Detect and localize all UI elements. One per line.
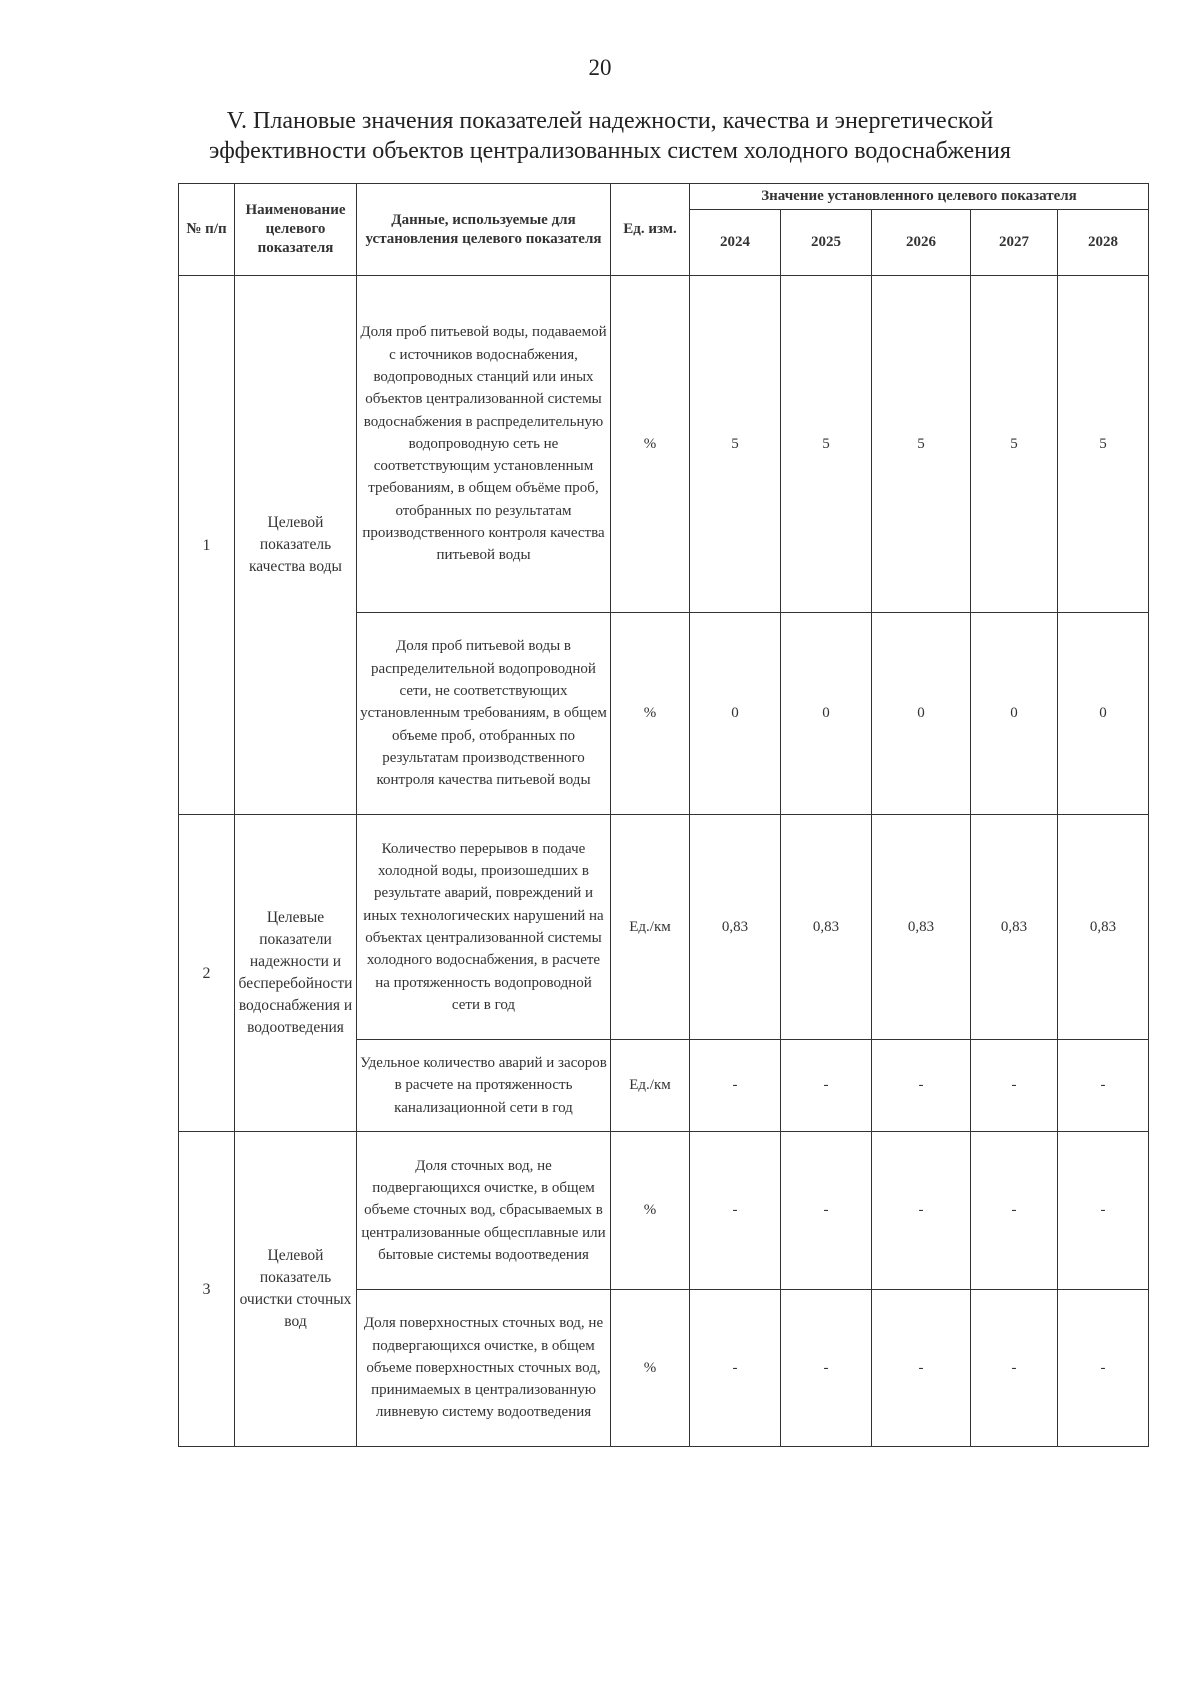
header-value-group: Значение установленного целевого показателя	[690, 184, 1149, 210]
indicator-data: Доля сточных вод, не подвергающихся очистке, в общем объеме сточных вод, сбрасываемых в централизованные общесплавные или бытовые системы водоотведения	[357, 1132, 611, 1290]
header-data: Данные, используемые для установления целевого показателя	[357, 184, 611, 276]
indicator-data: Удельное количество аварий и засоров в расчете на протяженность канализационной сети в год	[357, 1040, 611, 1132]
value-cell: -	[1058, 1132, 1149, 1290]
header-unit: Ед. изм.	[611, 184, 690, 276]
indicator-data: Доля проб питьевой воды, подаваемой с источников водоснабжения, водопроводных станций или иных объектов централизованной системы водоснабжения в распределительную водопроводную сеть не соответствующим установленным требованиям, в общем объёме проб, отобранных по результатам производственного контроля качества питьевой воды	[357, 276, 611, 613]
value-cell: 0,83	[971, 815, 1058, 1040]
unit-cell: Ед./км	[611, 815, 690, 1040]
row-number: 1	[179, 276, 235, 815]
indicator-data: Доля поверхностных сточных вод, не подвергающихся очистке, в общем объеме поверхностных сточных вод, принимаемых в централизованную ливневую систему водоотведения	[357, 1290, 611, 1447]
header-year: 2028	[1058, 210, 1149, 276]
unit-cell: %	[611, 613, 690, 815]
value-cell: -	[971, 1132, 1058, 1290]
value-cell: 0	[781, 613, 872, 815]
value-cell: -	[971, 1040, 1058, 1132]
header-num: № п/п	[179, 184, 235, 276]
value-cell: 0	[690, 613, 781, 815]
indicator-data: Количество перерывов в подаче холодной воды, произошедших в результате аварий, повреждений и иных технологических нарушений на объектах централизованной системы холодного водоснабжения, в расчете на протяженность водопроводной сети в год	[357, 815, 611, 1040]
value-cell: 5	[690, 276, 781, 613]
header-year: 2026	[872, 210, 971, 276]
row-number: 3	[179, 1132, 235, 1447]
value-cell: 5	[872, 276, 971, 613]
value-cell: 0,83	[690, 815, 781, 1040]
target-indicators-table	[178, 183, 1149, 1447]
indicator-name: Целевые показатели надежности и бесперебойности водоснабжения и водоотведения	[235, 815, 357, 1132]
header-year: 2024	[690, 210, 781, 276]
indicator-data: Доля проб питьевой воды в распределительной водопроводной сети, не соответствующих установленным требованиям, в общем объеме проб, отобранных по результатам производственного контроля качества питьевой воды	[357, 613, 611, 815]
section-title	[150, 106, 1070, 166]
value-cell: -	[872, 1132, 971, 1290]
value-cell: -	[690, 1290, 781, 1447]
value-cell: -	[872, 1040, 971, 1132]
value-cell: -	[781, 1290, 872, 1447]
table-row	[179, 276, 1149, 613]
unit-cell: %	[611, 1290, 690, 1447]
value-cell: -	[1058, 1040, 1149, 1132]
table-row	[179, 815, 1149, 1040]
value-cell: 0,83	[1058, 815, 1149, 1040]
value-cell: 0	[971, 613, 1058, 815]
value-cell: -	[872, 1290, 971, 1447]
section-title-line-1: V. Плановые значения показателей надежности, качества и энергетической	[226, 108, 994, 134]
value-cell: 0,83	[872, 815, 971, 1040]
header-year: 2025	[781, 210, 872, 276]
value-cell: -	[781, 1040, 872, 1132]
row-number: 2	[179, 815, 235, 1132]
indicator-name: Целевой показатель качества воды	[235, 276, 357, 815]
value-cell: 0,83	[781, 815, 872, 1040]
value-cell: 5	[1058, 276, 1149, 613]
value-cell: -	[971, 1290, 1058, 1447]
table-row	[179, 1132, 1149, 1290]
value-cell: 0	[1058, 613, 1149, 815]
unit-cell: %	[611, 276, 690, 613]
value-cell: -	[781, 1132, 872, 1290]
indicator-name: Целевой показатель очистки сточных вод	[235, 1132, 357, 1447]
page-number: 20	[588, 55, 612, 80]
value-cell: 0	[872, 613, 971, 815]
value-cell: 5	[971, 276, 1058, 613]
value-cell: -	[690, 1132, 781, 1290]
value-cell: -	[1058, 1290, 1149, 1447]
section-title-line-2: эффективности объектов централизованных систем холодного водоснабжения	[209, 138, 1011, 164]
header-year: 2027	[971, 210, 1058, 276]
value-cell: 5	[781, 276, 872, 613]
value-cell: -	[690, 1040, 781, 1132]
header-name: Наименование целевого показателя	[235, 184, 357, 276]
unit-cell: Ед./км	[611, 1040, 690, 1132]
unit-cell: %	[611, 1132, 690, 1290]
